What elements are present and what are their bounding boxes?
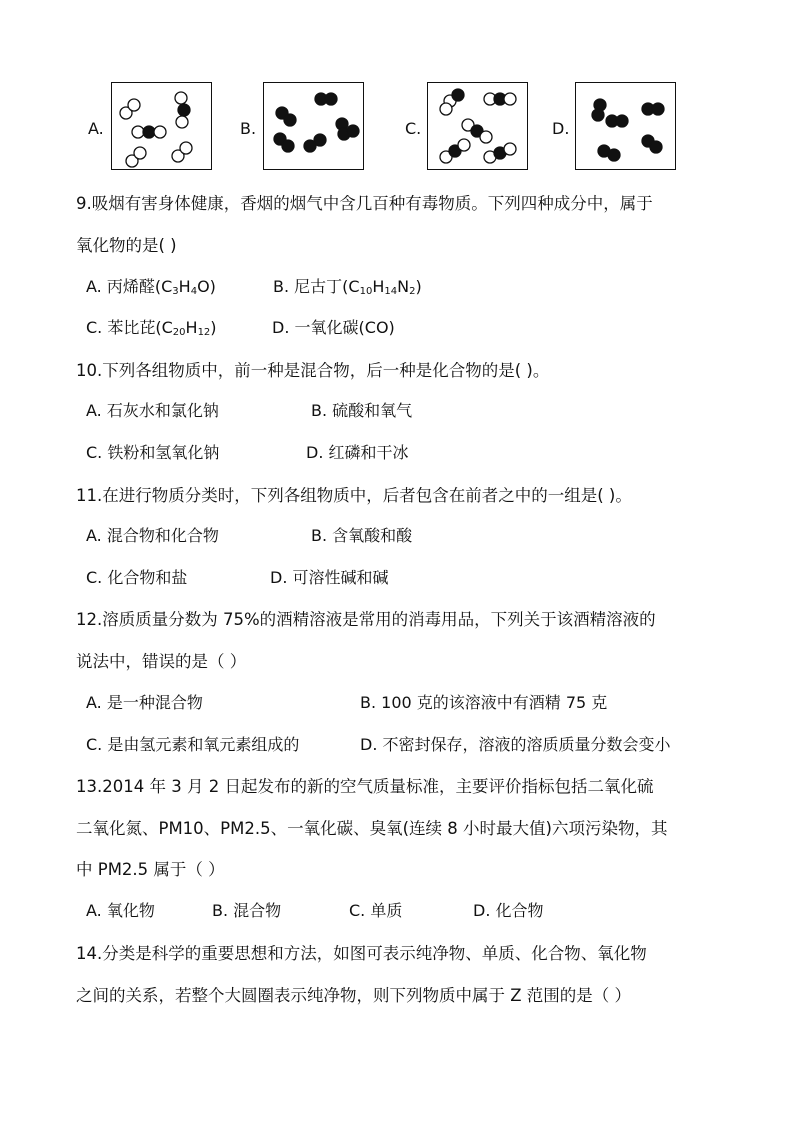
atom xyxy=(592,109,604,121)
molecules-c xyxy=(428,83,526,168)
q10-option-d: D. 红磷和干冰 xyxy=(306,443,409,462)
q9-stem-line-2: 氧化物的是( ) xyxy=(76,236,177,255)
q9-option-a: A. 丙烯醛$(C_3H_4O)$ xyxy=(86,277,216,297)
q9-stem-line-1: 9.吸烟有害身体健康，香烟的烟气中含几百种有毒物质。下列四种成分中，属于 xyxy=(76,194,653,213)
q11-option-d: D. 可溶性碱和碱 xyxy=(270,568,389,587)
q13-stem-line-3: 中 PM2.5 属于（ ） xyxy=(76,860,225,879)
atom xyxy=(458,139,470,151)
q12-stem-line-2: 说法中，错误的是（ ） xyxy=(76,652,247,671)
q13-option-b: B. 混合物 xyxy=(212,901,282,920)
atom xyxy=(440,103,452,115)
q11-option-a: A. 混合物和化合物 xyxy=(86,526,219,545)
atom xyxy=(134,147,146,159)
q14-stem-line-1: 14.分类是科学的重要思想和方法，如图可表示纯净物、单质、化合物、氧化物 xyxy=(76,944,647,963)
q13-option-a: A. 氧化物 xyxy=(86,901,155,920)
q13-stem-line-2: 二氧化氮、PM10、PM2.5、一氧化碳、臭氧(连续 8 小时最大值)六项污染物，其 xyxy=(76,819,668,838)
q11-stem: 11.在进行物质分类时，下列各组物质中，后者包含在前者之中的一组是( )。 xyxy=(76,486,632,505)
q13-option-d: D. 化合物 xyxy=(473,901,544,920)
atom xyxy=(347,125,359,137)
molecules-b xyxy=(264,83,362,168)
option-d-label: D. xyxy=(552,119,570,138)
atom xyxy=(282,140,294,152)
molecule-options-row xyxy=(0,82,794,182)
molecules-d xyxy=(576,83,674,168)
atom xyxy=(178,104,190,116)
atom xyxy=(132,126,144,138)
q13-stem-line-1: 13.2014 年 3 月 2 日起发布的新的空气质量标准，主要评价指标包括二氧化硫 xyxy=(76,777,654,796)
q14-stem-line-2: 之间的关系，若整个大圆圈表示纯净物，则下列物质中属于 Z 范围的是（ ） xyxy=(76,986,632,1005)
option-d-diagram xyxy=(575,82,676,170)
atom xyxy=(175,92,187,104)
q12-option-d: D. 不密封保存，溶液的溶质质量分数会变小 xyxy=(360,735,671,754)
q9-option-d: D. 一氧化碳(CO) xyxy=(272,318,395,337)
option-a-diagram xyxy=(111,82,212,170)
atom xyxy=(284,114,296,126)
atom xyxy=(180,142,192,154)
option-c-label: C. xyxy=(405,119,422,138)
atom xyxy=(480,131,492,143)
option-c-diagram xyxy=(427,82,528,170)
atom xyxy=(652,103,664,115)
q10-option-a: A. 石灰水和氯化钠 xyxy=(86,401,219,420)
atom xyxy=(176,116,188,128)
atom xyxy=(650,141,662,153)
q10-stem: 10.下列各组物质中，前一种是混合物，后一种是化合物的是( )。 xyxy=(76,361,550,380)
atom xyxy=(143,126,155,138)
q11-option-b: B. 含氧酸和酸 xyxy=(311,526,413,545)
atom xyxy=(608,149,620,161)
atom xyxy=(154,126,166,138)
atom xyxy=(128,99,140,111)
q12-option-c: C. 是由氢元素和氧元素组成的 xyxy=(86,735,300,754)
atom xyxy=(616,115,628,127)
option-b-diagram xyxy=(263,82,364,170)
atom xyxy=(325,93,337,105)
q13-option-c: C. 单质 xyxy=(349,901,403,920)
q10-option-b: B. 硫酸和氧气 xyxy=(311,401,413,420)
q9-option-c: C. 苯比芘$(C_{20}H_{12})$ xyxy=(86,318,217,338)
atom xyxy=(314,134,326,146)
atom xyxy=(452,89,464,101)
option-b-label: B. xyxy=(240,119,257,138)
q12-option-a: A. 是一种混合物 xyxy=(86,693,203,712)
option-a-label: A. xyxy=(88,119,104,138)
q11-option-c: C. 化合物和盐 xyxy=(86,568,188,587)
q10-option-c: C. 铁粉和氢氧化钠 xyxy=(86,443,220,462)
q12-stem-line-1: 12.溶质质量分数为 75%的酒精溶液是常用的消毒用品，下列关于该酒精溶液的 xyxy=(76,610,656,629)
molecules-a xyxy=(112,83,210,168)
atom xyxy=(504,93,516,105)
q9-option-b: B. 尼古丁$(C_{10}H_{14}N_2)$ xyxy=(273,277,422,297)
atom xyxy=(504,143,516,155)
q12-option-b: B. 100 克的该溶液中有酒精 75 克 xyxy=(360,693,608,712)
